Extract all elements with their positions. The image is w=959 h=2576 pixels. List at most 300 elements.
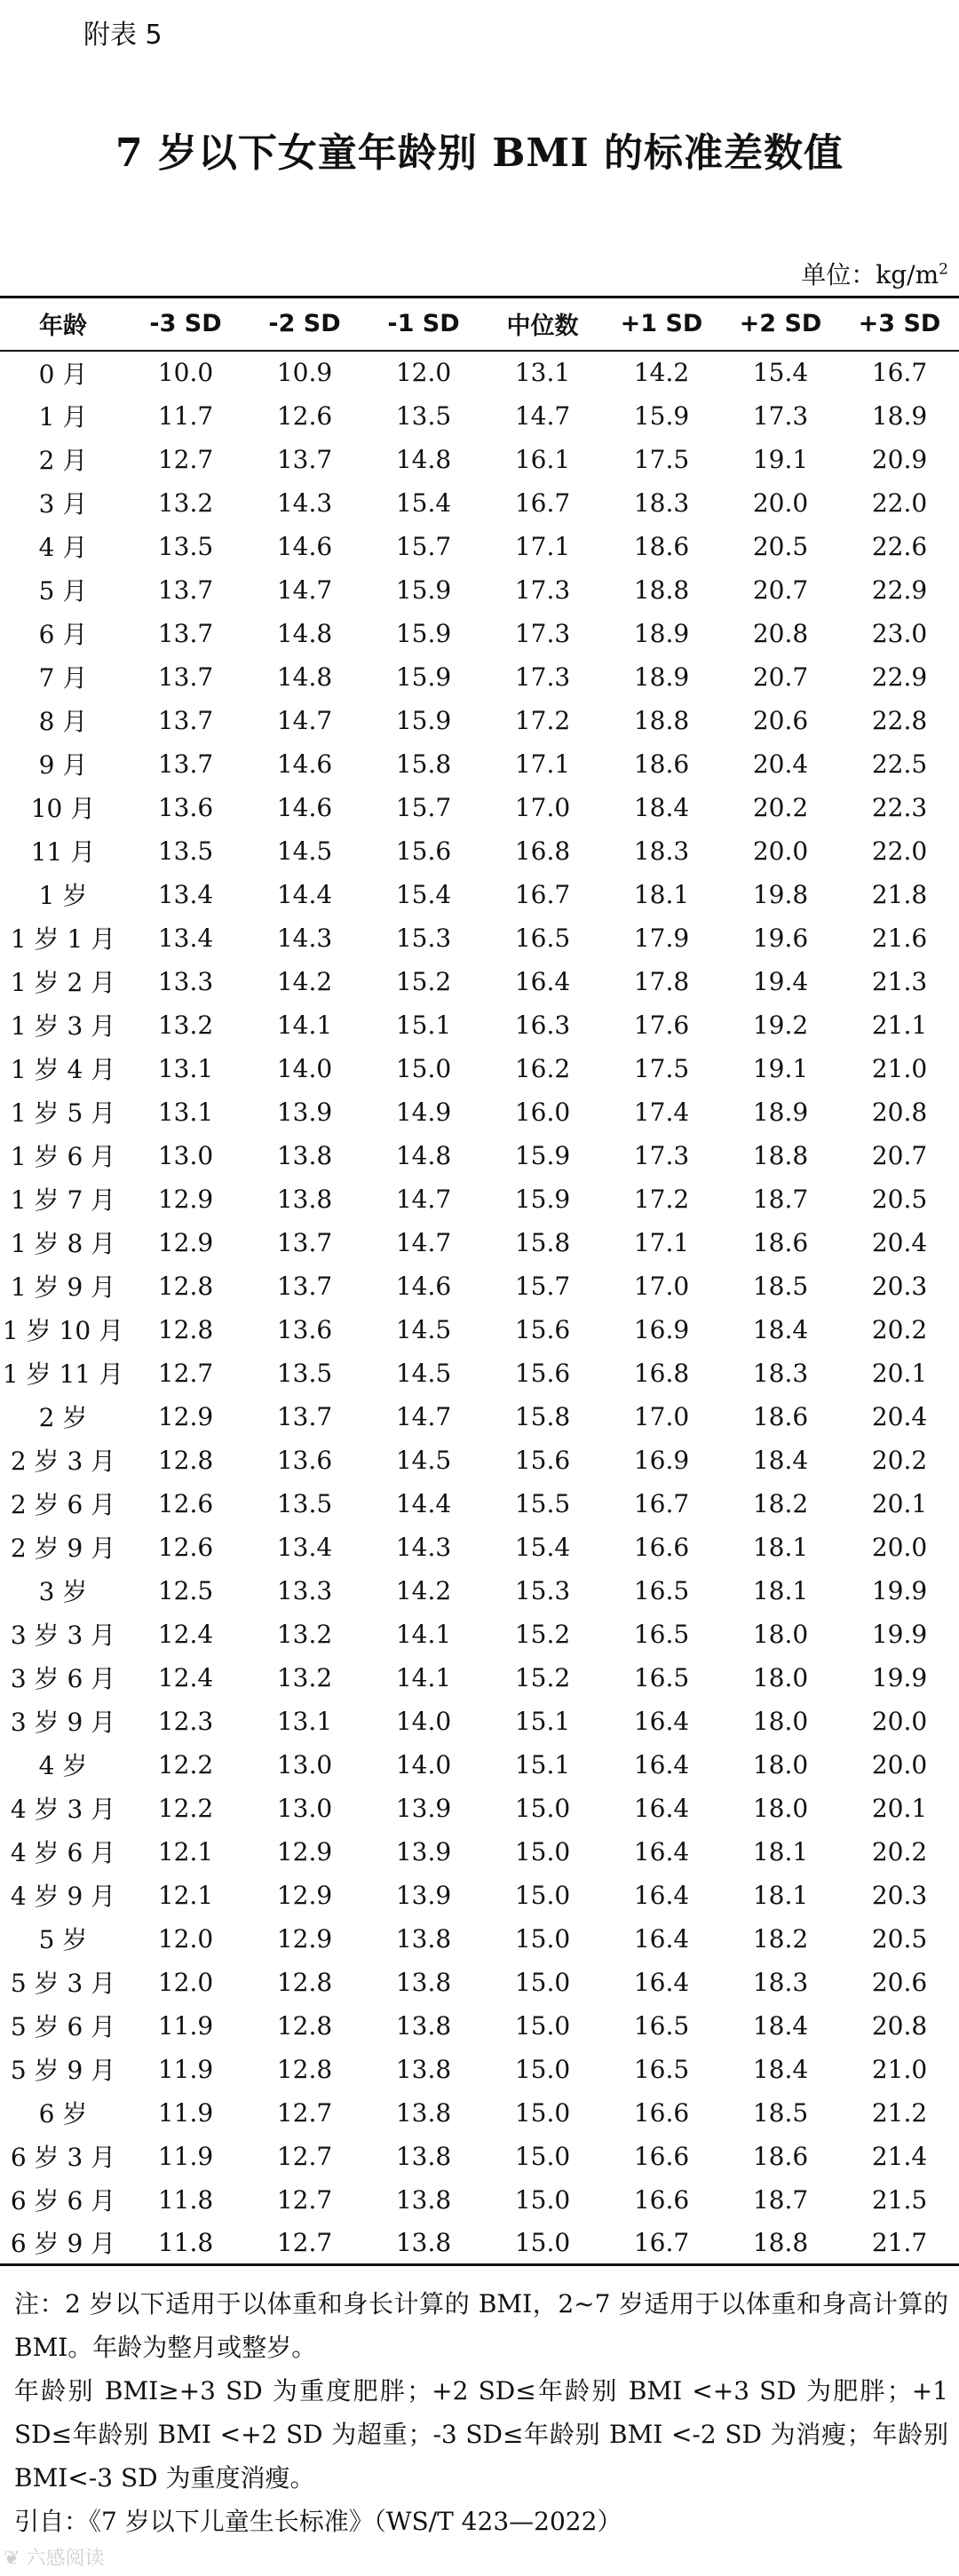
cell-minus1sd: 15.6 xyxy=(395,836,452,866)
cell-plus3sd: 19.9 xyxy=(871,1662,928,1692)
table-row xyxy=(0,2048,959,2091)
cell-minus3sd: 12.4 xyxy=(157,1619,214,1649)
cell-minus1sd: 14.7 xyxy=(395,1401,452,1431)
cell-plus2sd: 18.2 xyxy=(752,1488,809,1518)
cell-minus1sd: 13.8 xyxy=(395,2054,452,2084)
cell-minus2sd: 14.0 xyxy=(276,1053,333,1083)
cell-age: 1 岁 9 月 xyxy=(10,1272,116,1302)
cell-minus1sd: 14.0 xyxy=(395,1749,452,1779)
cell-plus2sd: 18.7 xyxy=(752,1184,809,1214)
cell-minus2sd: 13.7 xyxy=(276,1227,333,1257)
cell-plus1sd: 17.5 xyxy=(633,444,690,474)
cell-plus3sd: 21.4 xyxy=(871,2141,928,2171)
cell-minus3sd: 13.2 xyxy=(157,487,214,518)
table-row xyxy=(0,786,959,829)
cell-minus2sd: 13.5 xyxy=(276,1358,333,1388)
cell-plus1sd: 16.9 xyxy=(633,1314,690,1344)
table-row xyxy=(0,1221,959,1264)
unit-text: 单位：kg/m xyxy=(801,260,939,289)
cell-age: 1 岁 3 月 xyxy=(10,1011,116,1041)
cell-plus1sd: 17.2 xyxy=(633,1184,690,1214)
cell-minus3sd: 12.7 xyxy=(157,444,214,474)
cell-median: 15.9 xyxy=(514,1140,571,1170)
cell-plus1sd: 14.2 xyxy=(633,358,690,387)
cell-minus3sd: 12.1 xyxy=(157,1836,214,1867)
cell-age: 8 月 xyxy=(38,707,88,736)
table-row xyxy=(0,1047,959,1090)
cell-median: 17.2 xyxy=(514,705,571,735)
table-row xyxy=(0,525,959,568)
cell-plus3sd: 21.8 xyxy=(871,879,928,909)
cell-plus2sd: 20.5 xyxy=(752,531,809,561)
cell-plus2sd: 18.5 xyxy=(752,1271,809,1301)
cell-minus2sd: 13.7 xyxy=(276,1271,333,1301)
cell-plus3sd: 20.3 xyxy=(871,1271,928,1301)
cell-age: 6 岁 xyxy=(38,2099,88,2128)
cell-plus2sd: 18.6 xyxy=(752,1401,809,1431)
table-row xyxy=(0,481,959,525)
cell-plus1sd: 18.3 xyxy=(633,487,690,518)
cell-minus1sd: 13.8 xyxy=(395,1967,452,1997)
cell-age: 6 岁 6 月 xyxy=(10,2186,116,2215)
cell-median: 16.7 xyxy=(514,487,571,518)
table-row xyxy=(0,612,959,655)
cell-plus3sd: 20.1 xyxy=(871,1358,928,1388)
cell-minus2sd: 14.7 xyxy=(276,705,333,735)
cell-minus3sd: 11.7 xyxy=(157,400,214,431)
cell-plus1sd: 17.0 xyxy=(633,1271,690,1301)
table-row xyxy=(0,1439,959,1482)
cell-minus3sd: 13.5 xyxy=(157,836,214,866)
cell-plus3sd: 20.1 xyxy=(871,1488,928,1518)
cell-plus1sd: 17.6 xyxy=(633,1010,690,1040)
cell-minus3sd: 11.9 xyxy=(157,2010,214,2041)
cell-minus2sd: 14.3 xyxy=(276,923,333,953)
cell-plus2sd: 18.1 xyxy=(752,1880,809,1910)
cell-minus2sd: 13.7 xyxy=(276,444,333,474)
cell-plus3sd: 20.8 xyxy=(871,1097,928,1127)
cell-plus2sd: 18.5 xyxy=(752,2097,809,2128)
cell-plus3sd: 20.4 xyxy=(871,1401,928,1431)
cell-plus3sd: 20.5 xyxy=(871,1923,928,1954)
cell-minus3sd: 12.8 xyxy=(157,1314,214,1344)
cell-plus2sd: 19.6 xyxy=(752,923,809,953)
cell-plus2sd: 18.8 xyxy=(721,2222,840,2265)
cell-plus1sd: 16.5 xyxy=(633,1662,690,1692)
cell-minus2sd: 10.9 xyxy=(276,358,333,387)
cell-plus3sd: 20.2 xyxy=(871,1836,928,1867)
cell-plus1sd: 18.6 xyxy=(633,749,690,779)
cell-plus1sd: 16.4 xyxy=(633,1836,690,1867)
cell-minus3sd: 11.8 xyxy=(157,2184,214,2215)
cell-plus1sd: 18.3 xyxy=(633,836,690,866)
cell-age: 6 月 xyxy=(38,620,88,649)
cell-minus3sd: 13.2 xyxy=(157,1010,214,1040)
cell-plus1sd: 16.4 xyxy=(633,1793,690,1823)
cell-age: 1 岁 1 月 xyxy=(10,924,116,954)
cell-median: 15.0 xyxy=(514,2184,571,2215)
table-row xyxy=(0,438,959,481)
cell-age: 1 岁 8 月 xyxy=(10,1229,116,1258)
table-row xyxy=(0,1264,959,1308)
cell-plus2sd: 18.1 xyxy=(752,1836,809,1867)
cell-minus1sd: 14.1 xyxy=(395,1662,452,1692)
cell-plus3sd: 20.0 xyxy=(871,1532,928,1562)
cell-plus1sd: 15.9 xyxy=(633,400,690,431)
cell-plus2sd: 18.0 xyxy=(752,1619,809,1649)
cell-plus3sd: 22.0 xyxy=(871,487,928,518)
cell-age: 1 月 xyxy=(38,402,88,432)
cell-minus1sd: 13.9 xyxy=(395,1793,452,1823)
cell-median: 16.3 xyxy=(514,1010,571,1040)
cell-plus1sd: 18.4 xyxy=(633,792,690,822)
cell-plus2sd: 19.2 xyxy=(752,1010,809,1040)
cell-plus2sd: 19.4 xyxy=(752,966,809,996)
cell-plus1sd: 16.4 xyxy=(633,1967,690,1997)
table-row xyxy=(0,742,959,786)
cell-minus1sd: 15.7 xyxy=(395,792,452,822)
cell-minus3sd: 12.1 xyxy=(157,1880,214,1910)
cell-plus3sd: 19.9 xyxy=(871,1575,928,1605)
cell-age: 5 岁 6 月 xyxy=(10,2012,116,2041)
header-cell-plus2sd: +2 SD xyxy=(721,297,840,351)
cell-median: 15.2 xyxy=(514,1662,571,1692)
appendix-label: 附表 5 xyxy=(83,20,162,51)
cell-minus1sd: 15.9 xyxy=(395,705,452,735)
cell-plus3sd: 21.7 xyxy=(840,2222,959,2265)
cell-plus2sd: 18.7 xyxy=(752,2184,809,2215)
cell-age: 7 月 xyxy=(38,663,88,693)
cell-minus2sd: 14.3 xyxy=(276,487,333,518)
cell-minus2sd: 13.0 xyxy=(276,1793,333,1823)
cell-minus3sd: 12.8 xyxy=(157,1445,214,1475)
header-cell-minus3sd: -3 SD xyxy=(126,297,245,351)
cell-plus3sd: 21.0 xyxy=(871,2054,928,2084)
cell-median: 14.7 xyxy=(514,400,571,431)
cell-median: 15.3 xyxy=(514,1575,571,1605)
cell-median: 15.0 xyxy=(514,1880,571,1910)
cell-plus1sd: 18.9 xyxy=(633,618,690,648)
cell-age: 3 月 xyxy=(38,489,88,519)
cell-plus1sd: 17.3 xyxy=(633,1140,690,1170)
table-row xyxy=(0,960,959,1003)
cell-age: 6 岁 9 月 xyxy=(0,2222,126,2265)
cell-plus3sd: 22.8 xyxy=(871,705,928,735)
table-body xyxy=(0,351,959,2265)
cell-median: 15.6 xyxy=(514,1314,571,1344)
cell-age: 5 岁 xyxy=(38,1925,88,1954)
cell-age: 4 岁 9 月 xyxy=(10,1882,116,1911)
table-row xyxy=(0,1526,959,1569)
cell-plus2sd: 18.4 xyxy=(752,1445,809,1475)
cell-minus1sd: 14.7 xyxy=(395,1184,452,1214)
cell-minus3sd: 12.9 xyxy=(157,1184,214,1214)
header-row xyxy=(0,297,959,351)
cell-plus2sd: 18.3 xyxy=(752,1967,809,1997)
table-row xyxy=(0,1743,959,1787)
table-row xyxy=(0,1308,959,1351)
cell-median: 17.3 xyxy=(514,575,571,605)
cell-median: 17.1 xyxy=(514,749,571,779)
cell-minus3sd: 11.9 xyxy=(157,2141,214,2171)
cell-minus2sd: 12.9 xyxy=(276,1880,333,1910)
cell-plus3sd: 20.6 xyxy=(871,1967,928,1997)
cell-minus1sd: 15.4 xyxy=(395,487,452,518)
cell-plus3sd: 21.0 xyxy=(871,1053,928,1083)
cell-plus2sd: 20.0 xyxy=(752,487,809,518)
cell-minus1sd: 15.8 xyxy=(395,749,452,779)
cell-age: 3 岁 6 月 xyxy=(10,1664,116,1693)
cell-minus2sd: 14.5 xyxy=(276,836,333,866)
table-row xyxy=(0,1090,959,1134)
cell-minus1sd: 13.8 xyxy=(395,2184,452,2215)
cell-minus1sd: 15.1 xyxy=(395,1010,452,1040)
cell-median: 15.0 xyxy=(483,2222,602,2265)
header-cell-minus1sd: -1 SD xyxy=(364,297,483,351)
cell-minus3sd: 12.0 xyxy=(157,1967,214,1997)
cell-median: 17.3 xyxy=(514,618,571,648)
cell-age: 1 岁 xyxy=(38,881,88,910)
cell-minus1sd: 13.9 xyxy=(395,1836,452,1867)
cell-minus3sd: 12.7 xyxy=(157,1358,214,1388)
cell-median: 15.0 xyxy=(514,2010,571,2041)
cell-plus2sd: 18.4 xyxy=(752,1314,809,1344)
cell-minus3sd: 12.9 xyxy=(157,1227,214,1257)
table-row xyxy=(0,1917,959,1961)
cell-plus1sd: 18.1 xyxy=(633,879,690,909)
cell-age: 1 岁 2 月 xyxy=(10,968,116,997)
cell-plus1sd: 17.0 xyxy=(633,1401,690,1431)
cell-minus2sd: 13.5 xyxy=(276,1488,333,1518)
cell-minus1sd: 14.5 xyxy=(395,1358,452,1388)
watermark-text: 六感阅读 xyxy=(26,2548,105,2570)
watermark-icon: ❦ xyxy=(4,2548,27,2570)
cell-minus1sd: 14.4 xyxy=(395,1488,452,1518)
cell-minus1sd: 13.8 xyxy=(395,1923,452,1954)
cell-age: 10 月 xyxy=(30,794,96,823)
cell-minus3sd: 10.0 xyxy=(157,358,214,387)
cell-plus1sd: 16.7 xyxy=(633,1488,690,1518)
cell-minus2sd: 14.8 xyxy=(276,618,333,648)
cell-minus1sd: 15.9 xyxy=(395,575,452,605)
cell-plus3sd: 22.3 xyxy=(871,792,928,822)
cell-median: 15.7 xyxy=(514,1271,571,1301)
cell-median: 15.0 xyxy=(514,2141,571,2171)
table-row xyxy=(0,1134,959,1177)
cell-minus2sd: 12.7 xyxy=(245,2222,364,2265)
table-row xyxy=(0,699,959,742)
cell-plus2sd: 19.8 xyxy=(752,879,809,909)
cell-plus3sd: 20.9 xyxy=(871,444,928,474)
cell-minus2sd: 12.9 xyxy=(276,1923,333,1954)
bmi-sd-table xyxy=(0,296,959,2266)
cell-minus3sd: 11.8 xyxy=(126,2222,245,2265)
cell-median: 15.0 xyxy=(514,2097,571,2128)
cell-age: 3 岁 3 月 xyxy=(10,1621,116,1650)
cell-plus3sd: 20.5 xyxy=(871,1184,928,1214)
cell-minus1sd: 14.0 xyxy=(395,1706,452,1736)
cell-age: 3 岁 9 月 xyxy=(10,1708,116,1737)
cell-minus3sd: 13.1 xyxy=(157,1053,214,1083)
cell-age: 4 岁 6 月 xyxy=(10,1838,116,1867)
cell-minus2sd: 13.8 xyxy=(276,1184,333,1214)
cell-minus2sd: 13.2 xyxy=(276,1662,333,1692)
cell-minus1sd: 14.1 xyxy=(395,1619,452,1649)
table-title: 7 岁以下女童年龄别 BMI 的标准差数值 xyxy=(115,131,844,176)
cell-minus3sd: 13.4 xyxy=(157,923,214,953)
cell-minus3sd: 13.3 xyxy=(157,966,214,996)
cell-age: 2 岁 6 月 xyxy=(10,1490,116,1519)
table-row xyxy=(0,873,959,916)
cell-median: 15.6 xyxy=(514,1358,571,1388)
cell-minus2sd: 13.3 xyxy=(276,1575,333,1605)
cell-age: 1 岁 5 月 xyxy=(10,1098,116,1128)
cell-minus1sd: 14.5 xyxy=(395,1445,452,1475)
cell-minus1sd: 13.8 xyxy=(364,2222,483,2265)
table-row xyxy=(0,1003,959,1047)
cell-minus1sd: 13.9 xyxy=(395,1880,452,1910)
cell-plus3sd: 22.6 xyxy=(871,531,928,561)
cell-plus1sd: 18.8 xyxy=(633,575,690,605)
cell-plus3sd: 21.5 xyxy=(871,2184,928,2215)
cell-minus1sd: 15.7 xyxy=(395,531,452,561)
cell-minus1sd: 15.9 xyxy=(395,618,452,648)
cell-age: 1 岁 4 月 xyxy=(10,1055,116,1084)
cell-minus1sd: 15.0 xyxy=(395,1053,452,1083)
cell-age: 11 月 xyxy=(30,837,96,867)
cell-median: 15.1 xyxy=(514,1706,571,1736)
cell-median: 17.1 xyxy=(514,531,571,561)
cell-age: 1 岁 7 月 xyxy=(10,1185,116,1215)
cell-plus3sd: 19.9 xyxy=(871,1619,928,1649)
header-cell-plus3sd: +3 SD xyxy=(840,297,959,351)
cell-minus3sd: 13.4 xyxy=(157,879,214,909)
cell-age: 5 岁 9 月 xyxy=(10,2056,116,2085)
cell-minus3sd: 11.9 xyxy=(157,2097,214,2128)
cell-plus1sd: 17.9 xyxy=(633,923,690,953)
table-row xyxy=(0,1961,959,2004)
cell-minus3sd: 12.9 xyxy=(157,1401,214,1431)
cell-plus2sd: 20.7 xyxy=(752,662,809,692)
cell-minus1sd: 14.6 xyxy=(395,1271,452,1301)
cell-plus3sd: 20.2 xyxy=(871,1314,928,1344)
cell-plus2sd: 17.3 xyxy=(752,400,809,431)
cell-minus3sd: 13.7 xyxy=(157,749,214,779)
table-row xyxy=(0,1351,959,1395)
table-row xyxy=(0,1395,959,1439)
cell-median: 15.0 xyxy=(514,1967,571,1997)
cell-plus1sd: 16.9 xyxy=(633,1445,690,1475)
cell-median: 16.4 xyxy=(514,966,571,996)
cell-minus3sd: 12.6 xyxy=(157,1532,214,1562)
cell-plus2sd: 20.6 xyxy=(752,705,809,735)
cell-median: 15.0 xyxy=(514,1923,571,1954)
cell-plus2sd: 18.6 xyxy=(752,1227,809,1257)
cell-minus2sd: 13.2 xyxy=(276,1619,333,1649)
cell-plus1sd: 17.1 xyxy=(633,1227,690,1257)
cell-minus3sd: 13.0 xyxy=(157,1140,214,1170)
cell-plus3sd: 20.3 xyxy=(871,1880,928,1910)
table-row xyxy=(0,2222,959,2265)
cell-plus2sd: 15.4 xyxy=(752,358,809,387)
cell-median: 15.9 xyxy=(514,1184,571,1214)
cell-plus1sd: 16.7 xyxy=(602,2222,721,2265)
note-citation: 引自：《7 岁以下儿童生长标准》（WS/T 423—2022） xyxy=(14,2507,622,2536)
unit-label xyxy=(801,256,948,291)
cell-age: 4 月 xyxy=(38,533,88,562)
cell-minus2sd: 14.4 xyxy=(276,879,333,909)
cell-minus2sd: 12.6 xyxy=(276,400,333,431)
cell-minus2sd: 12.8 xyxy=(276,2054,333,2084)
cell-plus1sd: 17.4 xyxy=(633,1097,690,1127)
table-row xyxy=(0,1787,959,1830)
cell-plus1sd: 16.4 xyxy=(633,1749,690,1779)
table-row xyxy=(0,1613,959,1656)
cell-age: 0 月 xyxy=(38,359,88,389)
cell-plus1sd: 18.6 xyxy=(633,531,690,561)
cell-median: 15.8 xyxy=(514,1401,571,1431)
header-cell-age: 年龄 xyxy=(0,297,126,351)
table-row xyxy=(0,1700,959,1743)
cell-plus1sd: 17.5 xyxy=(633,1053,690,1083)
cell-plus2sd: 18.4 xyxy=(752,2054,809,2084)
cell-minus1sd: 14.3 xyxy=(395,1532,452,1562)
cell-plus3sd: 22.9 xyxy=(871,662,928,692)
cell-median: 15.1 xyxy=(514,1749,571,1779)
cell-median: 16.5 xyxy=(514,923,571,953)
cell-minus3sd: 12.5 xyxy=(157,1575,214,1605)
cell-minus2sd: 13.4 xyxy=(276,1532,333,1562)
cell-median: 15.0 xyxy=(514,1793,571,1823)
cell-median: 17.0 xyxy=(514,792,571,822)
cell-plus2sd: 20.0 xyxy=(752,836,809,866)
cell-plus3sd: 20.7 xyxy=(871,1140,928,1170)
cell-plus3sd: 18.9 xyxy=(871,400,928,431)
cell-plus2sd: 20.4 xyxy=(752,749,809,779)
cell-plus3sd: 20.8 xyxy=(871,2010,928,2041)
cell-minus3sd: 13.7 xyxy=(157,705,214,735)
cell-plus1sd: 16.5 xyxy=(633,2010,690,2041)
header-cell-plus1sd: +1 SD xyxy=(602,297,721,351)
cell-minus3sd: 12.2 xyxy=(157,1749,214,1779)
cell-minus1sd: 13.8 xyxy=(395,2010,452,2041)
cell-median: 15.8 xyxy=(514,1227,571,1257)
cell-median: 16.8 xyxy=(514,836,571,866)
cell-minus2sd: 14.8 xyxy=(276,662,333,692)
cell-minus2sd: 14.2 xyxy=(276,966,333,996)
table-row xyxy=(0,1830,959,1874)
cell-age: 1 岁 10 月 xyxy=(2,1316,124,1345)
note-applicability: 注：2 岁以下适用于以体重和身长计算的 BMI，2~7 岁适用于以体重和身高计算的 BMI。年龄为整月或整岁。 xyxy=(14,2289,948,2362)
table-row xyxy=(0,1482,959,1526)
cell-plus1sd: 17.8 xyxy=(633,966,690,996)
cell-age: 1 岁 6 月 xyxy=(10,1142,116,1171)
cell-minus2sd: 12.7 xyxy=(276,2141,333,2171)
cell-median: 16.1 xyxy=(514,444,571,474)
cell-plus2sd: 18.8 xyxy=(752,1140,809,1170)
cell-minus3sd: 12.4 xyxy=(157,1662,214,1692)
cell-minus2sd: 13.7 xyxy=(276,1401,333,1431)
table-row xyxy=(0,568,959,612)
cell-plus2sd: 20.8 xyxy=(752,618,809,648)
cell-age: 1 岁 11 月 xyxy=(2,1359,124,1389)
cell-plus3sd: 22.9 xyxy=(871,575,928,605)
cell-plus2sd: 18.2 xyxy=(752,1923,809,1954)
cell-median: 16.2 xyxy=(514,1053,571,1083)
table-header xyxy=(0,297,959,351)
cell-minus3sd: 13.5 xyxy=(157,531,214,561)
cell-minus3sd: 13.1 xyxy=(157,1097,214,1127)
